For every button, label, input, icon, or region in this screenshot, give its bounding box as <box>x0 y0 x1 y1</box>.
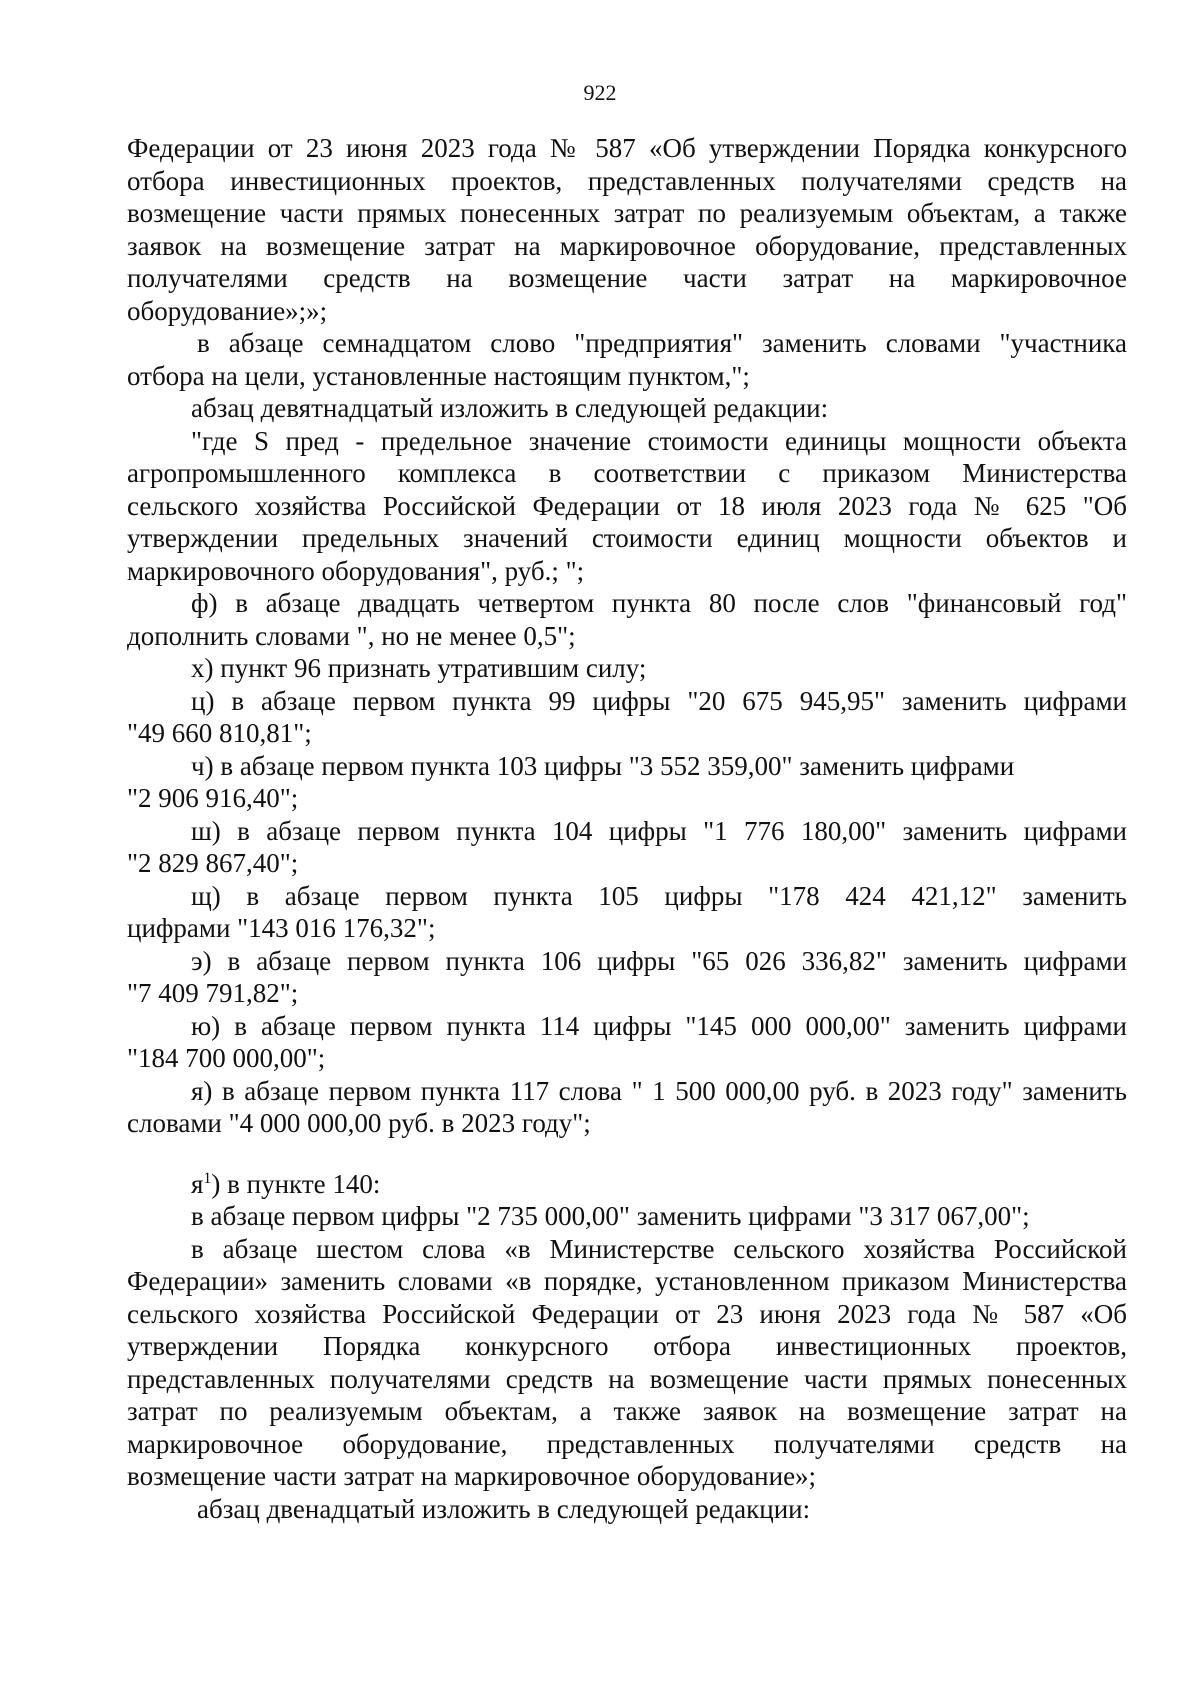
text-line: я) в абзаце первом пункта 117 слова " 1 500 000,00 руб. в 2023 году" заменить <box>191 1075 1127 1106</box>
text-line: "2 906 916,40"; <box>127 783 299 813</box>
text-line: в абзаце шестом слова «в Министерстве сельского хозяйства Российской <box>191 1233 1127 1264</box>
text-line: ч) в абзаце первом пункта 103 цифры "3 552 359,00" заменить цифрами <box>191 750 1015 781</box>
paragraph-gap <box>127 1140 1127 1168</box>
text-line: сельского хозяйства Российской Федерации от 23 июня 2023 года № 587 «Об <box>127 1298 1127 1329</box>
text-block-clause-140 <box>127 1200 1127 1525</box>
document-body <box>127 132 1127 1525</box>
text-line: агропромышленного комплекса в соответствии с приказом Министерства <box>127 458 1127 488</box>
text-line: щ) в абзаце первом пункта 105 цифры "178 424 421,12" заменить <box>191 880 1127 911</box>
clause-ya1-superscript: 1 <box>203 1169 212 1187</box>
text-line: цифрами "143 016 176,32"; <box>127 913 436 943</box>
text-line: затрат по реализуемым объектам, а также заявок на возмещение затрат на <box>127 1396 1127 1426</box>
text-line: ю) в абзаце первом пункта 114 цифры "145 000 000,00" заменить цифрами <box>191 1010 1127 1041</box>
text-line: отбора на цели, установленные настоящим пунктом,"; <box>127 360 750 391</box>
text-line: х) пункт 96 признать утратившим силу; <box>191 653 647 683</box>
clause-ya1-text: ) в пункте 140: <box>211 1168 381 1199</box>
text-line: в абзаце семнадцатом слово "предприятия" заменить словами "участника <box>197 328 1127 358</box>
text-line: ш) в абзаце первом пункта 104 цифры "1 776 180,00" заменить цифрами <box>191 815 1127 846</box>
text-line: словами "4 000 000,00 руб. в 2023 году"; <box>127 1108 591 1138</box>
text-line: отбора инвестиционных проектов, представленных получателями средств на <box>127 165 1127 196</box>
clause-ya1-heading <box>127 1168 1127 1201</box>
text-line: Федерации от 23 июня 2023 года № 587 «Об утверждении Порядка конкурсного <box>127 133 1127 163</box>
text-line: маркировочного оборудования", руб.; "; <box>127 555 585 586</box>
text-line: "2 829 867,40"; <box>127 848 299 878</box>
text-line: возмещение части затрат на маркировочное оборудование»; <box>127 1461 817 1491</box>
text-line: э) в абзаце первом пункта 106 цифры "65 026 336,82" заменить цифрами <box>191 945 1127 976</box>
clause-ya1-letter: я <box>191 1168 204 1199</box>
text-line: "184 700 000,00"; <box>127 1043 326 1073</box>
text-line: представленных получателями средств на возмещение части прямых понесенных <box>127 1363 1127 1394</box>
text-line: оборудование»;»; <box>127 295 328 326</box>
text-line: "где S пред - предельное значение стоимости единицы мощности объекта <box>191 425 1127 456</box>
text-line: возмещение части прямых понесенных затрат по реализуемым объектам, а также <box>127 198 1127 228</box>
text-line: утверждении Порядка конкурсного отбора инвестиционных проектов, <box>127 1331 1127 1361</box>
text-line: получателями средств на возмещение части затрат на маркировочное <box>127 263 1127 293</box>
text-line: Федерации» заменить словами «в порядке, установленном приказом Министерства <box>127 1266 1127 1296</box>
text-line: в абзаце первом цифры "2 735 000,00" заменить цифрами "3 317 067,00"; <box>191 1201 1030 1231</box>
text-line: ф) в абзаце двадцать четвертом пункта 80 после слов "финансовый год" <box>191 588 1127 618</box>
text-line: ц) в абзаце первом пункта 99 цифры "20 675 945,95" заменить цифрами <box>191 685 1127 716</box>
text-line: маркировочное оборудование, представленных получателями средств на <box>127 1428 1127 1459</box>
text-line: дополнить словами ", но не менее 0,5"; <box>127 620 576 651</box>
text-line: "7 409 791,82"; <box>127 978 299 1008</box>
text-block-amendments <box>127 132 1127 1140</box>
page-number: 922 <box>583 80 617 105</box>
text-line: абзац девятнадцатый изложить в следующей редакции: <box>191 393 829 423</box>
text-line: утверждении предельных значений стоимости единиц мощности объектов и <box>127 523 1127 553</box>
text-line: "49 660 810,81"; <box>127 718 312 748</box>
text-line: заявок на возмещение затрат на маркировочное оборудование, представленных <box>127 230 1127 261</box>
text-line: абзац двенадцатый изложить в следующей редакции: <box>197 1493 811 1524</box>
text-line: сельского хозяйства Российской Федерации от 18 июля 2023 года № 625 "Об <box>127 490 1127 521</box>
